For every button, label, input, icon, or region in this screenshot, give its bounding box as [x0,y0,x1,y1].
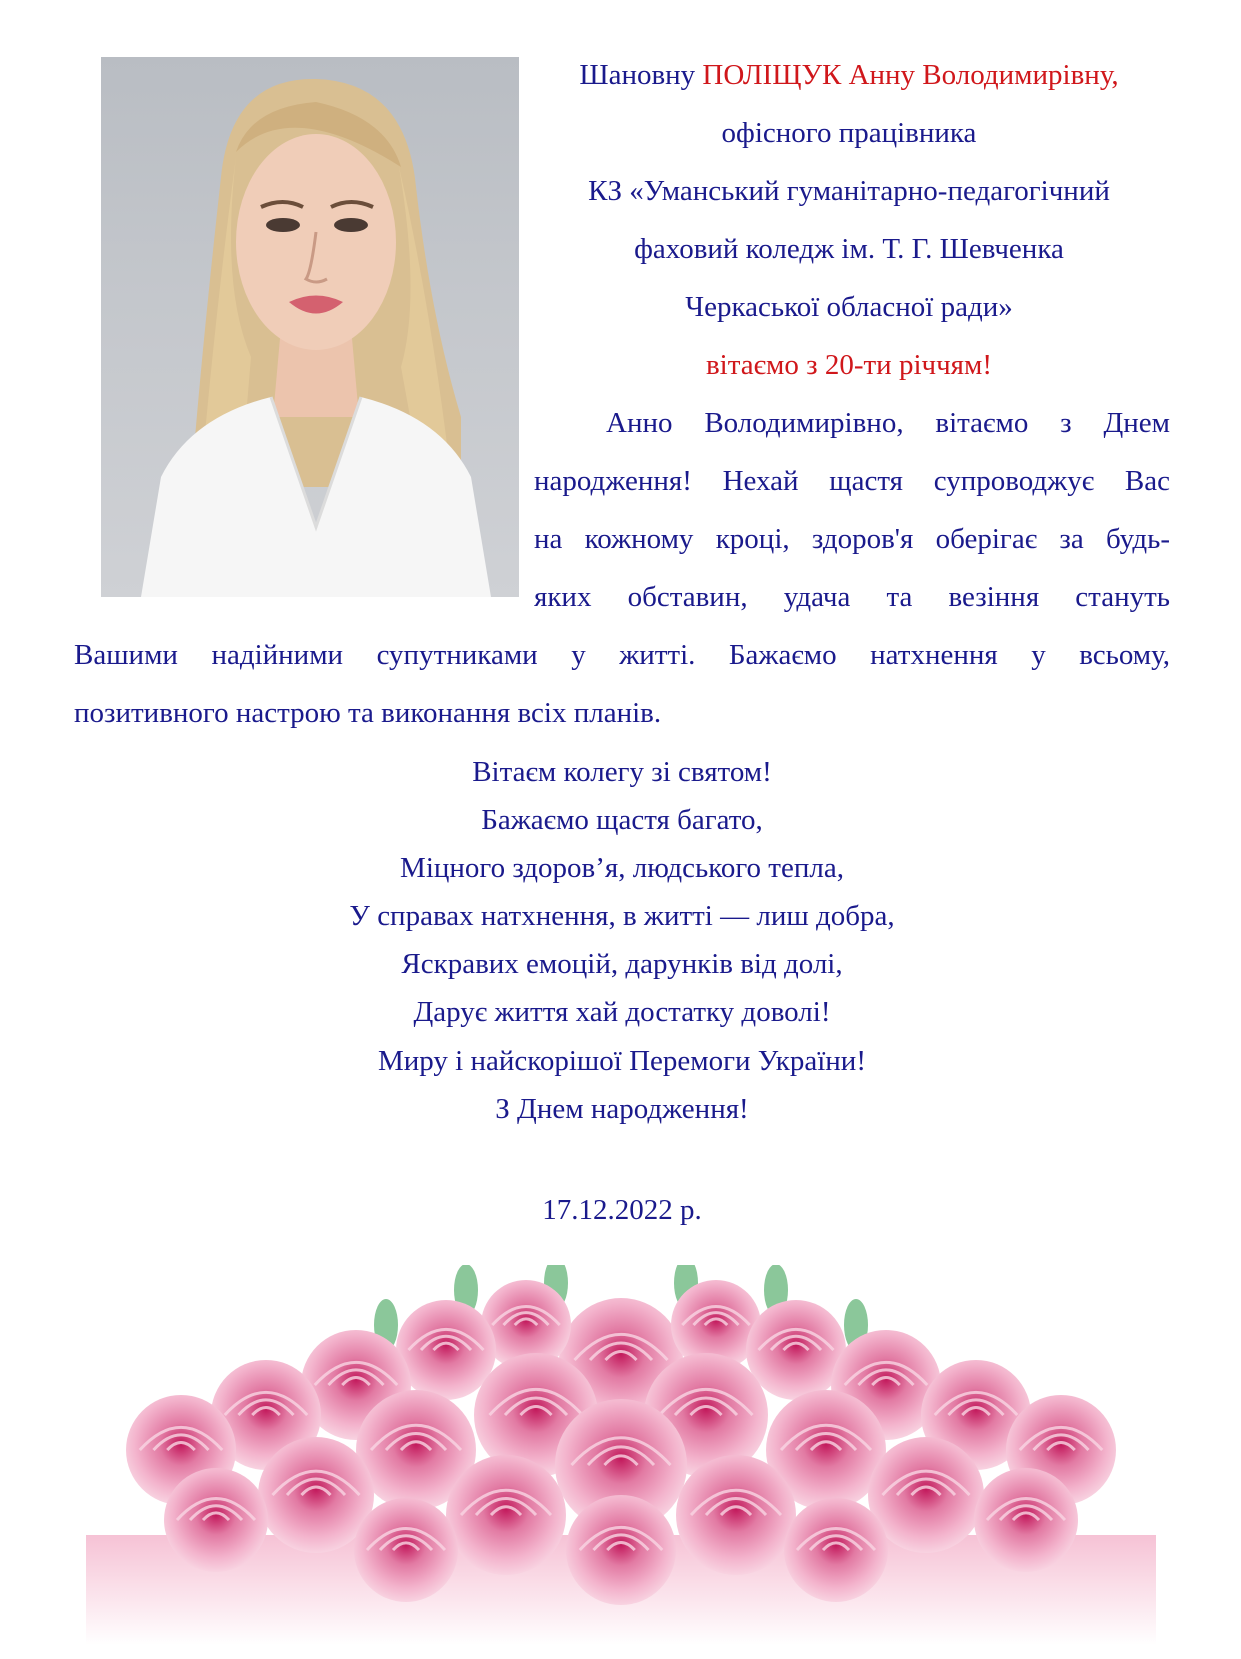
salutation-prefix: Шановну [579,59,703,91]
rose [676,1455,796,1575]
rose [784,1498,888,1602]
recipient-name: ПОЛІЩУК Анну Володимирівну, [702,59,1119,91]
organization-line-3: Черкаської обласної ради» [685,291,1013,323]
poem-line: Вітаєм колегу зі святом! [472,756,772,788]
organization-line-2: фаховий коледж ім. Т. Г. Шевченка [634,233,1064,265]
paragraph-full [74,626,1170,742]
paragraph-right [534,394,1170,626]
paragraph-line: Вашими надійними супутниками у житті. Бажаємо натхнення у всьому, [74,639,1170,671]
paragraph-line: на кожному кроці, здоров'я оберігає за будь- [534,523,1170,555]
wishes [74,1037,1170,1133]
rose [566,1495,676,1605]
recipient-position: офісного працівника [721,117,977,149]
congrats-line: вітаємо з 20-ти річчям! [705,349,993,381]
salutation-line [519,46,1179,104]
poem-line: У справах натхнення, в житті — лиш добра, [349,900,895,932]
organization-line-1: КЗ «Уманський гуманітарно-педагогічний [588,175,1110,207]
paragraph-line: позитивного настрою та виконання всіх планів. [74,697,662,729]
wish-line: З Днем народження! [495,1093,749,1125]
poem-line: Дарує життя хай достатку доволі! [413,996,831,1028]
paragraph-line: Анно Володимирівно, вітаємо з Днем [606,407,1170,439]
poem-line: Бажаємо щастя багато, [481,804,763,836]
rose [446,1455,566,1575]
paragraph-line: народження! Нехай щастя супроводжує Вас [534,465,1170,497]
rose [354,1498,458,1602]
date: 17.12.2022 р. [542,1194,702,1226]
poem-line: Міцного здоров’я, людського тепла, [400,852,844,884]
poem-line: Яскравих емоцій, дарунків від долі, [401,948,843,980]
rose [164,1468,268,1572]
roses-image [86,1265,1156,1645]
paragraph-line: яких обставин, удача та везіння стануть [534,581,1170,613]
poem [74,748,1170,1036]
portrait-photo [101,57,519,597]
rose [974,1468,1078,1572]
wish-line: Миру і найскорішої Перемоги України! [378,1045,866,1077]
